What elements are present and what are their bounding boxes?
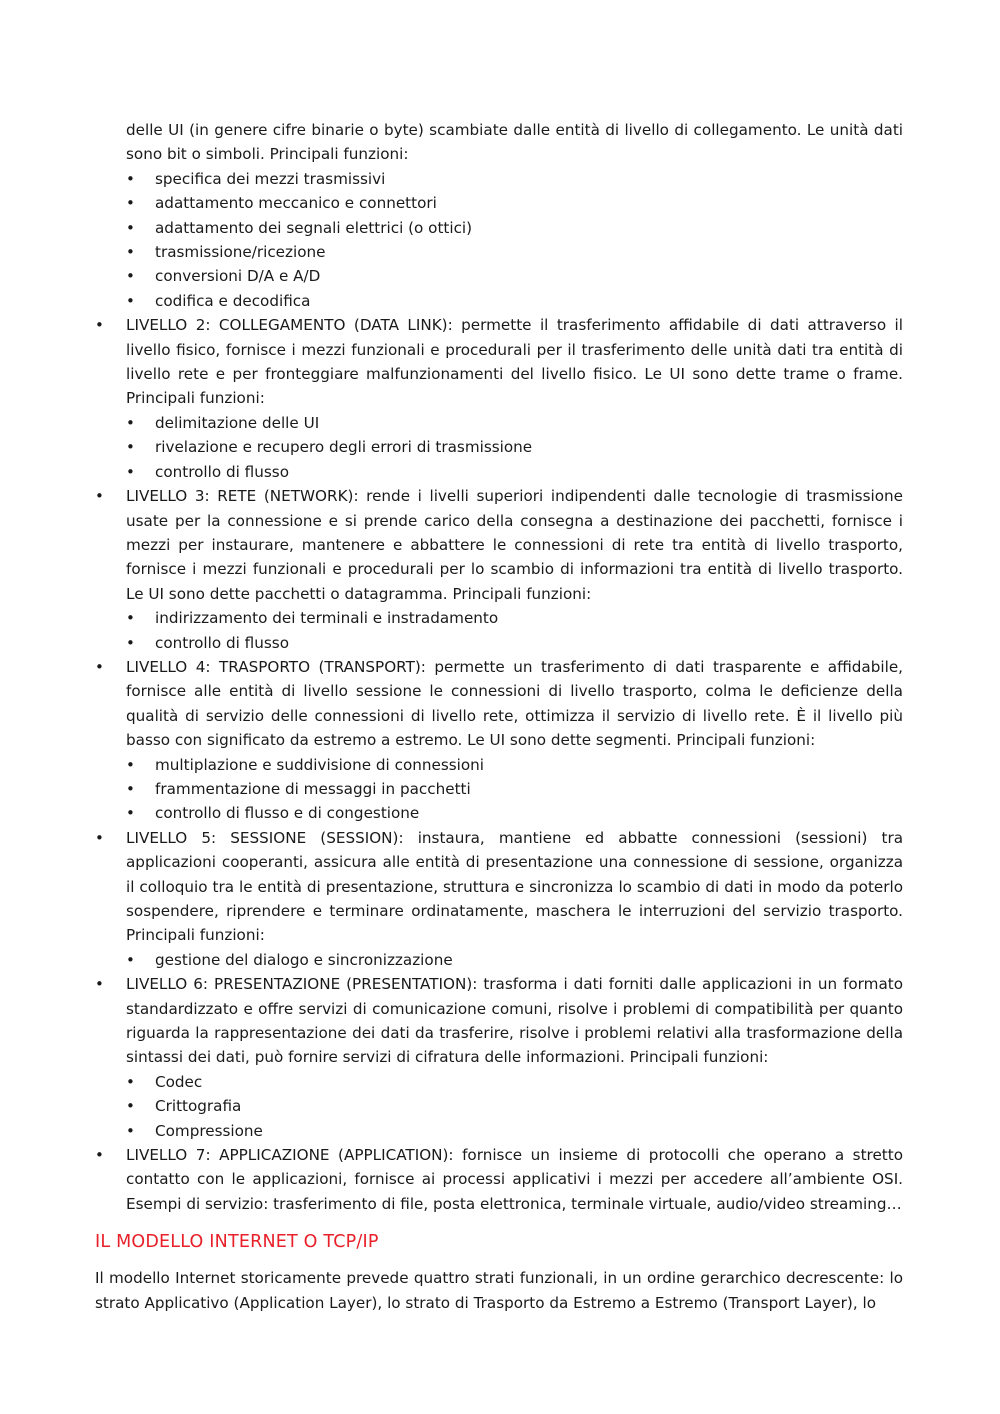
bullet-icon: • [95, 657, 104, 676]
function-item [126, 216, 903, 240]
function-item [126, 753, 903, 777]
osi-level-item [95, 655, 903, 753]
function-item [126, 631, 903, 655]
function-text: trasmissione/ricezione [155, 243, 326, 262]
bullet-icon: • [126, 755, 135, 774]
bullet-icon: • [126, 194, 135, 213]
level-description: LIVELLO 4: TRASPORTO (TRANSPORT): permette un trasferimento di dati trasparente e affidabile, fornisce alle entità di livello sessione le connessioni di livello trasporto, colma le deficienze della qualità di servizio delle connessioni di livello rete, ottimizza il servizio di livello rete. È il livello più basso con significato da estremo a estremo. Le UI sono dette segmenti. Principali funzioni: [126, 657, 903, 750]
function-text: controllo di flusso [155, 462, 289, 481]
function-item [126, 606, 903, 630]
function-text: controllo di flusso e di congestione [155, 804, 420, 823]
function-item [126, 801, 903, 825]
function-item [126, 1070, 903, 1094]
bullet-icon: • [126, 633, 135, 652]
function-text: rivelazione e recupero degli errori di trasmissione [155, 438, 533, 457]
function-item [126, 240, 903, 264]
osi-level-item [95, 1143, 903, 1216]
bullet-icon: • [126, 950, 135, 969]
function-text: Crittografia [155, 1097, 242, 1116]
bullet-icon: • [95, 828, 104, 847]
level-functions [95, 948, 903, 972]
bullet-icon: • [126, 462, 135, 481]
function-text: Codec [155, 1072, 203, 1091]
bullet-icon: • [126, 609, 135, 628]
section-heading: IL MODELLO INTERNET O TCP/IP [95, 1232, 379, 1253]
function-item [126, 948, 903, 972]
function-list [126, 1070, 903, 1143]
function-item [126, 1119, 903, 1143]
bullet-icon: • [95, 975, 104, 994]
bullet-icon: • [95, 1146, 104, 1165]
function-text: adattamento dei segnali elettrici (o ottici) [155, 218, 473, 237]
bullet-icon: • [126, 1072, 135, 1091]
physical-layer-text: delle UI (in genere cifre binarie o byte) scambiate dalle entità di livello di collegamento. Le unità dati sono bit o simboli. Principali funzioni: [126, 121, 903, 164]
bullet-icon: • [126, 413, 135, 432]
function-item [126, 191, 903, 215]
osi-levels-list [95, 313, 903, 1216]
function-text: specifica dei mezzi trasmissivi [155, 169, 386, 188]
function-list [126, 948, 903, 972]
function-text: gestione del dialogo e sincronizzazione [155, 950, 453, 969]
section-paragraph: Il modello Internet storicamente prevede quattro strati funzionali, in un ordine gerarchico decrescente: lo strato Applicativo (Application Layer), lo strato di Trasporto da Estremo a Estremo (Transport Layer), lo [95, 1269, 903, 1312]
bullet-icon: • [95, 316, 104, 335]
function-list [126, 411, 903, 484]
function-item [126, 435, 903, 459]
bullet-icon: • [126, 438, 135, 457]
function-text: delimitazione delle UI [155, 413, 320, 432]
function-item [126, 460, 903, 484]
function-text: frammentazione di messaggi in pacchetti [155, 779, 471, 798]
function-text: indirizzamento dei terminali e instradamento [155, 609, 499, 628]
bullet-icon: • [126, 267, 135, 286]
function-item [126, 289, 903, 313]
level-description: LIVELLO 3: RETE (NETWORK): rende i livelli superiori indipendenti dalle tecnologie di trasmissione usate per la connessione e si prende carico della consegna a destinazione dei pacchetti, fornisce i mezzi per instaurare, mantenere e abbattere le connessioni di rete tra entità di livello trasporto, fornisce i mezzi funzionali e procedurali per lo scambio di informazioni tra entità di livello trasporto. Le UI sono dette pacchetti o datagramma. Principali funzioni: [126, 487, 903, 603]
function-list [126, 606, 903, 655]
level-functions [95, 753, 903, 826]
level-description: LIVELLO 7: APPLICAZIONE (APPLICATION): fornisce un insieme di protocolli che operano a stretto contatto con le applicazioni, fornisce ai processi applicativi i mezzi per accedere all’ambiente OSI. Esempi di servizio: trasferimento di file, posta elettronica, terminale virtuale, audio/video streaming… [126, 1146, 903, 1213]
document-content [95, 118, 903, 1315]
function-item [126, 777, 903, 801]
function-list [126, 753, 903, 826]
bullet-icon: • [126, 1121, 135, 1140]
bullet-icon: • [126, 291, 135, 310]
bullet-icon: • [126, 804, 135, 823]
bullet-icon: • [126, 169, 135, 188]
bullet-icon: • [126, 1097, 135, 1116]
osi-level-item [95, 313, 903, 411]
level-functions [95, 606, 903, 655]
osi-level-item [95, 972, 903, 1070]
function-text: codifica e decodifica [155, 291, 311, 310]
function-text: Compressione [155, 1121, 263, 1140]
bullet-icon: • [126, 218, 135, 237]
function-item [126, 1094, 903, 1118]
bullet-icon: • [126, 779, 135, 798]
function-item [126, 411, 903, 435]
function-list [126, 167, 903, 313]
bullet-icon: • [95, 487, 104, 506]
bullet-icon: • [126, 243, 135, 262]
function-text: multiplazione e suddivisione di connessioni [155, 755, 485, 774]
function-item [126, 264, 903, 288]
physical-layer-continuation [95, 118, 903, 167]
level-description: LIVELLO 2: COLLEGAMENTO (DATA LINK): permette il trasferimento affidabile di dati attraverso il livello fisico, fornisce i mezzi funzionali e procedurali per il trasferimento delle unità dati tra entità di livello rete e per fronteggiare malfunzionamenti del livello fisico. Le UI sono dette trame o frame. Principali funzioni: [126, 316, 903, 408]
function-text: adattamento meccanico e connettori [155, 194, 437, 213]
level-functions [95, 1070, 903, 1143]
function-text: controllo di flusso [155, 633, 289, 652]
osi-level-item [95, 484, 903, 606]
physical-layer-functions [95, 167, 903, 313]
level-description: LIVELLO 5: SESSIONE (SESSION): instaura, mantiene ed abbatte connessioni (sessioni) tra applicazioni cooperanti, assicura alle entità di presentazione una connessione di sessione, organizza il colloquio tra le entità di presentazione, struttura e sincronizza lo scambio di dati in modo da poterlo sospendere, riprendere e terminare ordinatamente, maschera le interruzioni del servizio trasporto. Principali funzioni: [126, 828, 903, 945]
level-functions [95, 411, 903, 484]
function-item [126, 167, 903, 191]
level-description: LIVELLO 6: PRESENTAZIONE (PRESENTATION): trasforma i dati forniti dalle applicazioni in un formato standardizzato e offre servizi di comunicazione comuni, risolve i problemi di compatibilità per quanto riguarda la rappresentazione dei dati da trasferire, risolve i problemi relativi alla trasformazione della sintassi dei dati, può fornire servizi di cifratura delle informazioni. Principali funzioni: [126, 975, 903, 1067]
osi-level-item [95, 826, 903, 948]
function-text: conversioni D/A e A/D [155, 267, 321, 286]
